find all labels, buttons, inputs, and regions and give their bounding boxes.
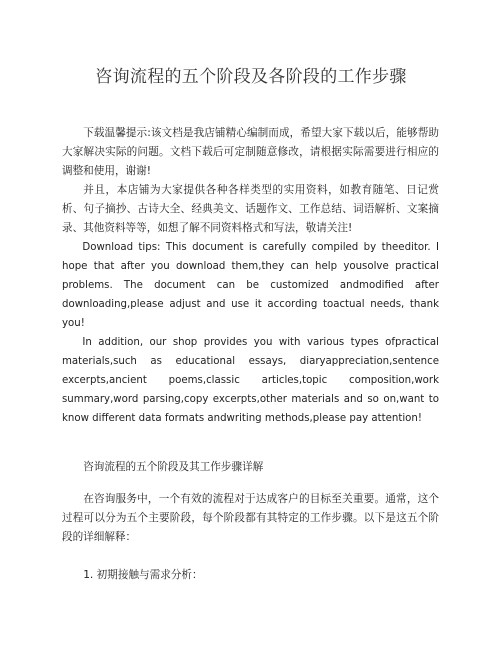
document-title: 咨询流程的五个阶段及各阶段的工作步骤 <box>95 67 407 87</box>
intro-block <box>62 490 439 547</box>
section-heading: 咨询流程的五个阶段及其工作步骤详解 <box>83 461 264 473</box>
download-notice-cn: 下载温馨提示:该文档是我店铺精心编制而成，希望大家下载以后，能够帮助大家解决实际的问题。文档下载后可定制随意修改，请根据实际需要进行相应的调整和使用，谢谢! <box>62 127 439 177</box>
section-heading-block <box>62 458 439 477</box>
notice-section <box>62 124 439 428</box>
list-item-1: 1. 初期接触与需求分析： <box>83 569 203 581</box>
list-block <box>62 566 439 585</box>
intro-paragraph: 在咨询服务中，一个有效的流程对于达成客户的目标至关重要。通常，这个过程可以分为五个主要阶段，每个阶段都有其特定的工作步骤。以下是这五个阶段的详细解释： <box>62 493 439 543</box>
download-notice-en: Download tips: This document is carefully compiled by theeditor. I hope that after you download them,they can help yousolve practical problems. The document can be customized andmodified after downloading,please adjust and use it according toactual needs, thank you! <box>62 242 439 329</box>
shop-notice-en: In addition, our shop provides you with various types ofpractical materials,such as educational essays, diaryappreciation,sentence excerpts,ancient poems,classic articles,topic composition,work summary,word parsing,copy excerpts,other materials and so on,want to know different data formats andwriting methods,please pay attention! <box>62 337 439 424</box>
shop-notice-cn: 并且，本店铺为大家提供各种各样类型的实用资料，如教育随笔、日记赏析、句子摘抄、古诗大全、经典美文、话题作文、工作总结、词语解析、文案摘录、其他资料等等，如想了解不同资料格式和写法，敬请关注! <box>62 184 439 234</box>
